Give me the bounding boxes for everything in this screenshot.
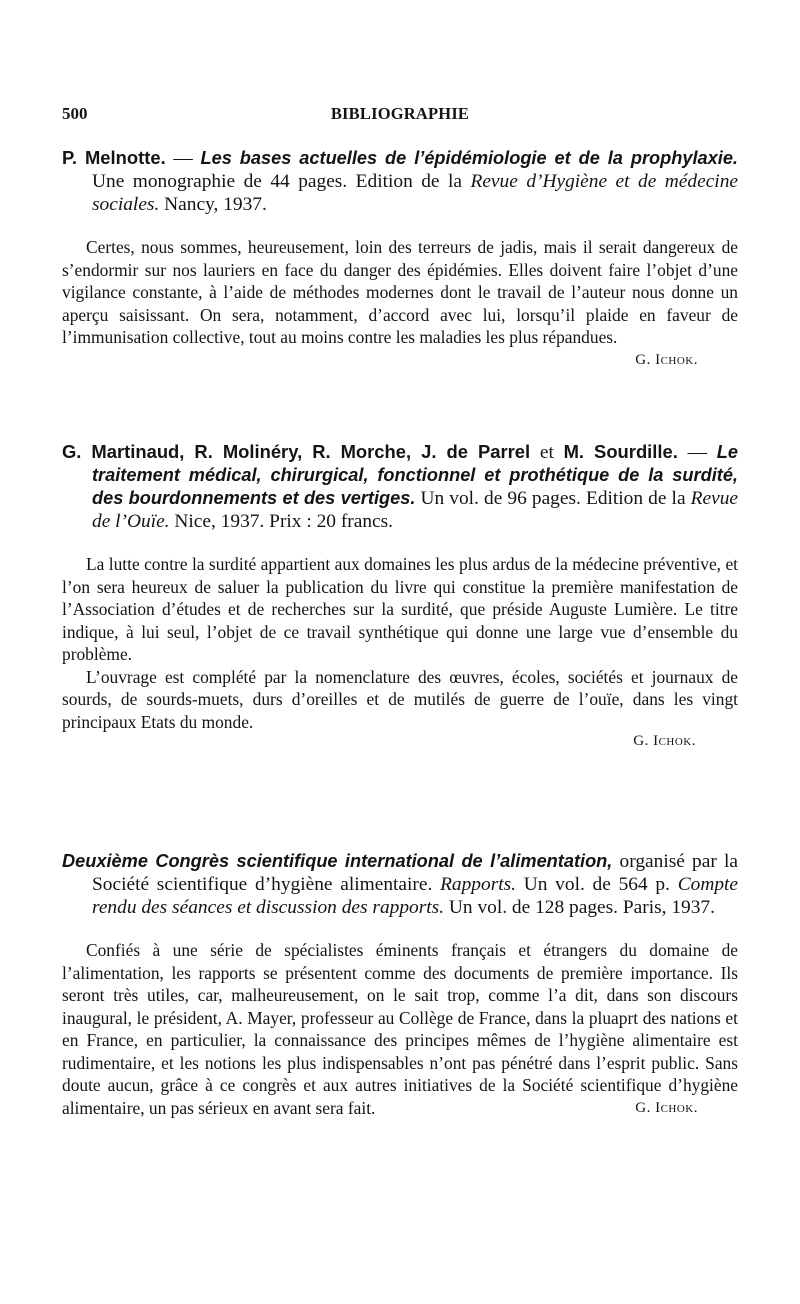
description: Une monographie de 44 pages. Edition de la bbox=[92, 171, 471, 192]
authors: P. Melnotte. bbox=[62, 147, 166, 168]
reference bbox=[62, 440, 738, 533]
book-title: Le traitement médical, chirurgical, fonctionnel et prothétique de la surdité, des bourdonnements et des vertiges. bbox=[92, 442, 738, 508]
journal-name: Revue d’Hygiène et de médecine sociales. bbox=[92, 171, 738, 215]
dash: — bbox=[677, 442, 717, 463]
review-text: La lutte contre la surdité appartient aux domaines les plus ardus de la médecine préventive, et l’on sera heureux de saluer la publication du livre qui constitue la première manifestation de l’Association d’études et de recherches sur la surdité, que préside Auguste Lumière. Le titre indique, à lui seul, l’objet de ce travail synthétique qui donne une large vue d’ensemble du problème. bbox=[62, 554, 738, 664]
review-text: Certes, nous sommes, heureusement, loin des terreurs de jadis, mais il serait dangereux de s’endormir sur nos lauriers en face du danger des épidémies. Elles doivent faire l’objet d’une vigilance constante, à l’aide de méthodes modernes dont le travail de l’auteur nous donne un aperçu saisissant. On sera, notamment, d’accord avec lui, lorsqu’il plaide en faveur de l’immunisation collective, tout au moins contre les maladies les plus répandues. G. Ichok. bbox=[62, 236, 738, 349]
running-header bbox=[62, 104, 738, 128]
reference bbox=[62, 850, 738, 919]
dash: — bbox=[165, 148, 201, 169]
bibliography-entry bbox=[62, 440, 738, 750]
description: Un vol. de 96 pages. Edition de la bbox=[415, 488, 691, 509]
congress-title: Deuxième Congrès scientifique international de l’alimentation, bbox=[62, 851, 613, 871]
description: organisé par la Société scientifique d’hygiène alimentaire. bbox=[92, 851, 738, 895]
book-title: Les bases actuelles de l’épidémiologie et de la prophylaxie. bbox=[200, 148, 738, 168]
signature: G. Ichok. bbox=[635, 351, 698, 368]
description-mid: Un vol. de 564 p. bbox=[516, 874, 678, 895]
description-end: Un vol. de 128 pages. Paris, 1937. bbox=[444, 897, 715, 918]
review-text: Confiés à une série de spécialistes éminents français et étrangers du domaine de l’alimentation, les rapports se présentent comme des documents de première importance. Ils seront très utiles, car, malheureusement, on le sait trop, comme l’a dit, dans son discours inaugural, le président, A. Mayer, professeur au Collège de France, dans la pluaprt des nations et en France, en particulier, la connaissance des principes mêmes de l’hygiène alimentaire est rudimentaire, et les notions les plus indispensables n’ont pas pénétré dans l’esprit public. Sans doute aucun, grâce à ce congrès et aux autres initiatives de la Société scientifique d’hygiène alimentaire, un pas sérieux en avant sera fait. G. Ichok. bbox=[62, 940, 738, 1118]
authors: G. Martinaud, R. Molinéry, R. Morche, J. de Parrel bbox=[62, 441, 531, 462]
signature: G. Ichok. bbox=[635, 1099, 698, 1116]
proceedings-title: Compte rendu des séances et discussion des rapports. bbox=[92, 874, 739, 918]
connector: et bbox=[530, 442, 564, 463]
journal-name: Revue de l’Ouïe. bbox=[92, 488, 738, 532]
reference bbox=[62, 146, 738, 216]
bibliography-entry bbox=[62, 850, 738, 1119]
reports-label: Rapports. bbox=[440, 874, 517, 895]
review-text-continued: L’ouvrage est complété par la nomenclature des œuvres, écoles, sociétés et journaux de sourds, de sourds-muets, durs d’oreilles et de mutilés de guerre de l’ouïe, dans les vingt principaux Etats du monde. bbox=[62, 666, 738, 732]
running-title: BIBLIOGRAPHIE bbox=[330, 104, 470, 123]
authors-last: M. Sourdille. bbox=[563, 441, 678, 462]
page-number: 500 bbox=[62, 104, 88, 123]
description-end: Nancy, 1937. bbox=[159, 194, 267, 215]
description-end: Nice, 1937. Prix : 20 francs. bbox=[169, 511, 394, 532]
signature: G. Ichok. bbox=[633, 733, 696, 749]
bibliography-entry bbox=[62, 146, 738, 371]
